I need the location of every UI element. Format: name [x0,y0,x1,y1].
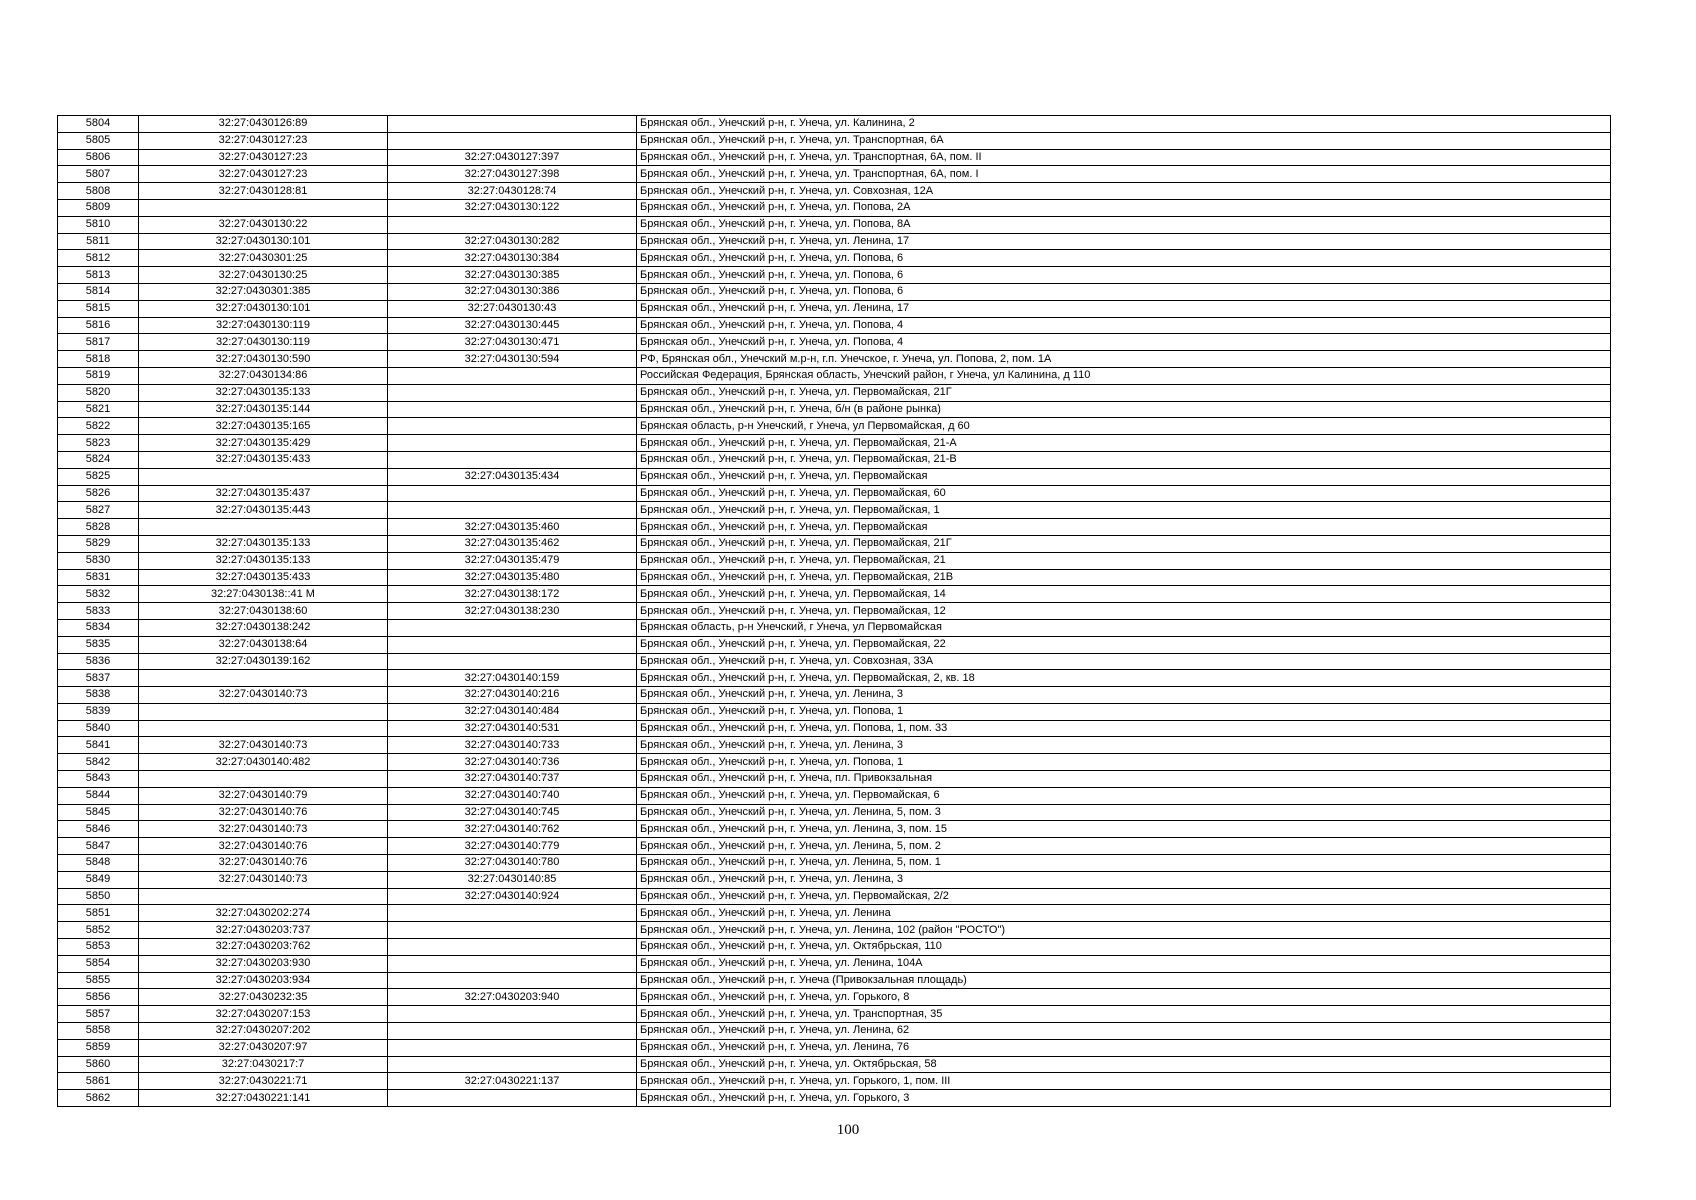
address-cell: Брянская обл., Унечский р-н, г. Унеча, ул. Транспортная, 6А, пом. II [637,149,1611,166]
cadastral-number-cell: 32:27:0430126:89 [139,116,388,133]
table-row [58,703,1611,720]
related-cadastral-number-cell: 32:27:0430221:137 [388,1073,637,1090]
table-row [58,939,1611,956]
row-number-cell: 5811 [58,233,139,250]
related-cadastral-number-cell: 32:27:0430130:471 [388,334,637,351]
related-cadastral-number-cell: 32:27:0430130:594 [388,351,637,368]
address-cell: Брянская обл., Унечский р-н, г. Унеча, ул. Ленина, 3, пом. 15 [637,821,1611,838]
address-cell: Брянская обл., Унечский р-н, г. Унеча, ул. Первомайская, 21Г [637,535,1611,552]
row-number-cell: 5825 [58,468,139,485]
table-row [58,838,1611,855]
table-row [58,855,1611,872]
table-row [58,1073,1611,1090]
table-row [58,754,1611,771]
cadastral-number-cell: 32:27:0430130:101 [139,233,388,250]
cadastral-number-cell: 32:27:0430301:25 [139,250,388,267]
table-row [58,989,1611,1006]
address-cell: Брянская обл., Унечский р-н, г. Унеча, ул. Первомайская, 60 [637,485,1611,502]
row-number-cell: 5829 [58,535,139,552]
table-row [58,267,1611,284]
cadastral-number-cell: 32:27:0430140:76 [139,855,388,872]
row-number-cell: 5847 [58,838,139,855]
address-cell: Брянская обл., Унечский р-н, г. Унеча, ул. Октябрьская, 58 [637,1056,1611,1073]
address-cell: Брянская обл., Унечский р-н, г. Унеча, пл. Привокзальная [637,771,1611,788]
related-cadastral-number-cell [388,1039,637,1056]
row-number-cell: 5822 [58,418,139,435]
address-cell: Брянская обл., Унечский р-н, г. Унеча, ул. Попова, 6 [637,283,1611,300]
address-cell: Брянская обл., Унечский р-н, г. Унеча, ул. Первомайская, 2/2 [637,888,1611,905]
related-cadastral-number-cell [388,939,637,956]
address-cell: Брянская обл., Унечский р-н, г. Унеча, ул. Попова, 2А [637,199,1611,216]
table-row [58,166,1611,183]
address-cell: Брянская обл., Унечский р-н, г. Унеча, ул. Ленина, 62 [637,1023,1611,1040]
row-number-cell: 5839 [58,703,139,720]
table-row [58,603,1611,620]
table-row [58,955,1611,972]
address-cell: Брянская обл., Унечский р-н, г. Унеча, ул. Ленина, 76 [637,1039,1611,1056]
table-row [58,888,1611,905]
related-cadastral-number-cell: 32:27:0430138:230 [388,603,637,620]
cadastral-number-cell: 32:27:0430128:81 [139,183,388,200]
related-cadastral-number-cell: 32:27:0430130:282 [388,233,637,250]
row-number-cell: 5857 [58,1006,139,1023]
row-number-cell: 5821 [58,401,139,418]
row-number-cell: 5813 [58,267,139,284]
address-cell: Брянская обл., Унечский р-н, г. Унеча, ул. Совхозная, 33А [637,653,1611,670]
registry-table-body [58,116,1611,1107]
row-number-cell: 5861 [58,1073,139,1090]
row-number-cell: 5805 [58,132,139,149]
related-cadastral-number-cell [388,653,637,670]
address-cell: Брянская обл., Унечский р-н, г. Унеча, ул. Попова, 6 [637,250,1611,267]
related-cadastral-number-cell [388,502,637,519]
related-cadastral-number-cell: 32:27:0430140:85 [388,871,637,888]
table-row [58,183,1611,200]
table-row [58,737,1611,754]
cadastral-number-cell: 32:27:0430140:73 [139,821,388,838]
address-cell: Брянская обл., Унечский р-н, г. Унеча, ул. Транспортная, 6А, пом. I [637,166,1611,183]
related-cadastral-number-cell [388,116,637,133]
address-cell: Брянская обл., Унечский р-н, г. Унеча, ул. Первомайская, 21 [637,552,1611,569]
row-number-cell: 5836 [58,653,139,670]
address-cell: Брянская обл., Унечский р-н, г. Унеча, ул. Первомайская, 12 [637,603,1611,620]
row-number-cell: 5854 [58,955,139,972]
table-row [58,1039,1611,1056]
table-row [58,653,1611,670]
address-cell: Брянская обл., Унечский р-н, г. Унеча, ул. Ленина, 17 [637,300,1611,317]
row-number-cell: 5844 [58,787,139,804]
row-number-cell: 5846 [58,821,139,838]
related-cadastral-number-cell: 32:27:0430127:398 [388,166,637,183]
related-cadastral-number-cell: 32:27:0430140:779 [388,838,637,855]
cadastral-number-cell [139,771,388,788]
cadastral-number-cell: 32:27:0430140:79 [139,787,388,804]
row-number-cell: 5837 [58,670,139,687]
table-row [58,670,1611,687]
row-number-cell: 5849 [58,871,139,888]
related-cadastral-number-cell [388,636,637,653]
cadastral-number-cell: 32:27:0430140:76 [139,838,388,855]
row-number-cell: 5862 [58,1090,139,1107]
related-cadastral-number-cell [388,1090,637,1107]
related-cadastral-number-cell: 32:27:0430135:460 [388,519,637,536]
table-row [58,1090,1611,1107]
table-row [58,519,1611,536]
address-cell: Брянская обл., Унечский р-н, г. Унеча, ул. Первомайская, 21В [637,569,1611,586]
cadastral-number-cell: 32:27:0430207:202 [139,1023,388,1040]
cadastral-number-cell: 32:27:0430140:73 [139,687,388,704]
row-number-cell: 5817 [58,334,139,351]
table-row [58,687,1611,704]
table-row [58,132,1611,149]
cadastral-number-cell: 32:27:0430217:7 [139,1056,388,1073]
cadastral-number-cell: 32:27:0430203:934 [139,972,388,989]
cadastral-number-cell: 32:27:0430130:22 [139,216,388,233]
row-number-cell: 5824 [58,451,139,468]
address-cell: Российская Федерация, Брянская область, Унечский район, г Унеча, ул Калинина, д 110 [637,367,1611,384]
related-cadastral-number-cell: 32:27:0430130:385 [388,267,637,284]
related-cadastral-number-cell: 32:27:0430140:736 [388,754,637,771]
address-cell: Брянская обл., Унечский р-н, г. Унеча, ул. Попова, 4 [637,334,1611,351]
table-row [58,1023,1611,1040]
cadastral-number-cell: 32:27:0430135:433 [139,451,388,468]
cadastral-number-cell [139,468,388,485]
cadastral-number-cell: 32:27:0430139:162 [139,653,388,670]
cadastral-number-cell: 32:27:0430127:23 [139,166,388,183]
related-cadastral-number-cell: 32:27:0430128:74 [388,183,637,200]
address-cell: Брянская обл., Унечский р-н, г. Унеча, ул. Первомайская, 6 [637,787,1611,804]
row-number-cell: 5807 [58,166,139,183]
cadastral-number-cell: 32:27:0430134:86 [139,367,388,384]
table-row [58,771,1611,788]
related-cadastral-number-cell: 32:27:0430203:940 [388,989,637,1006]
table-row [58,821,1611,838]
table-row [58,552,1611,569]
table-row [58,972,1611,989]
table-row [58,922,1611,939]
related-cadastral-number-cell [388,367,637,384]
address-cell: Брянская обл., Унечский р-н, г. Унеча, ул. Ленина, 5, пом. 1 [637,855,1611,872]
row-number-cell: 5860 [58,1056,139,1073]
cadastral-number-cell: 32:27:0430130:590 [139,351,388,368]
row-number-cell: 5859 [58,1039,139,1056]
row-number-cell: 5855 [58,972,139,989]
related-cadastral-number-cell: 32:27:0430140:780 [388,855,637,872]
row-number-cell: 5834 [58,619,139,636]
table-row [58,233,1611,250]
related-cadastral-number-cell [388,1056,637,1073]
table-row [58,1006,1611,1023]
row-number-cell: 5806 [58,149,139,166]
cadastral-number-cell: 32:27:0430232:35 [139,989,388,1006]
related-cadastral-number-cell [388,972,637,989]
related-cadastral-number-cell: 32:27:0430140:531 [388,720,637,737]
address-cell: Брянская обл., Унечский р-н, г. Унеча, ул. Ленина [637,905,1611,922]
related-cadastral-number-cell: 32:27:0430130:122 [388,199,637,216]
address-cell: Брянская обл., Унечский р-н, г. Унеча, ул. Ленина, 104А [637,955,1611,972]
cadastral-number-cell: 32:27:0430135:133 [139,535,388,552]
row-number-cell: 5828 [58,519,139,536]
address-cell: Брянская обл., Унечский р-н, г. Унеча, ул. Ленина, 5, пом. 3 [637,804,1611,821]
table-row [58,451,1611,468]
cadastral-number-cell: 32:27:0430135:133 [139,384,388,401]
address-cell: Брянская обл., Унечский р-н, г. Унеча, ул. Ленина, 3 [637,737,1611,754]
cadastral-number-cell: 32:27:0430138:242 [139,619,388,636]
address-cell: Брянская обл., Унечский р-н, г. Унеча, ул. Совхозная, 12А [637,183,1611,200]
related-cadastral-number-cell: 32:27:0430135:480 [388,569,637,586]
address-cell: Брянская обл., Унечский р-н, г. Унеча, б/н (в районе рынка) [637,401,1611,418]
address-cell: Брянская область, р-н Унечский, г Унеча, ул Первомайская, д 60 [637,418,1611,435]
cadastral-number-cell [139,720,388,737]
table-row [58,367,1611,384]
related-cadastral-number-cell: 32:27:0430135:479 [388,552,637,569]
row-number-cell: 5842 [58,754,139,771]
cadastral-number-cell: 32:27:0430135:429 [139,435,388,452]
row-number-cell: 5845 [58,804,139,821]
row-number-cell: 5827 [58,502,139,519]
table-row [58,502,1611,519]
cadastral-number-cell [139,703,388,720]
address-cell: Брянская обл., Унечский р-н, г. Унеча, ул. Попова, 8А [637,216,1611,233]
row-number-cell: 5818 [58,351,139,368]
address-cell: Брянская обл., Унечский р-н, г. Унеча, ул. Ленина, 5, пом. 2 [637,838,1611,855]
row-number-cell: 5833 [58,603,139,620]
table-row [58,619,1611,636]
table-row [58,216,1611,233]
row-number-cell: 5843 [58,771,139,788]
row-number-cell: 5848 [58,855,139,872]
row-number-cell: 5832 [58,586,139,603]
row-number-cell: 5816 [58,317,139,334]
related-cadastral-number-cell [388,401,637,418]
table-row [58,317,1611,334]
table-row [58,871,1611,888]
table-row [58,586,1611,603]
related-cadastral-number-cell [388,132,637,149]
row-number-cell: 5810 [58,216,139,233]
row-number-cell: 5858 [58,1023,139,1040]
row-number-cell: 5808 [58,183,139,200]
related-cadastral-number-cell: 32:27:0430140:733 [388,737,637,754]
address-cell: Брянская обл., Унечский р-н, г. Унеча, ул. Октябрьская, 110 [637,939,1611,956]
table-row [58,468,1611,485]
related-cadastral-number-cell [388,905,637,922]
address-cell: Брянская область, р-н Унечский, г Унеча, ул Первомайская [637,619,1611,636]
address-cell: Брянская обл., Унечский р-н, г. Унеча, ул. Калинина, 2 [637,116,1611,133]
related-cadastral-number-cell [388,922,637,939]
table-row [58,116,1611,133]
address-cell: Брянская обл., Унечский р-н, г. Унеча (Привокзальная площадь) [637,972,1611,989]
row-number-cell: 5831 [58,569,139,586]
related-cadastral-number-cell [388,418,637,435]
cadastral-number-cell: 32:27:0430221:71 [139,1073,388,1090]
cadastral-number-cell: 32:27:0430130:119 [139,317,388,334]
cadastral-number-cell [139,199,388,216]
related-cadastral-number-cell [388,619,637,636]
cadastral-number-cell [139,888,388,905]
registry-table [57,115,1611,1107]
row-number-cell: 5819 [58,367,139,384]
cadastral-number-cell: 32:27:0430130:119 [139,334,388,351]
table-row [58,283,1611,300]
cadastral-number-cell: 32:27:0430140:73 [139,871,388,888]
page-number: 100 [836,1122,860,1138]
row-number-cell: 5853 [58,939,139,956]
table-row [58,199,1611,216]
cadastral-number-cell [139,670,388,687]
address-cell: Брянская обл., Унечский р-н, г. Унеча, ул. Первомайская, 14 [637,586,1611,603]
table-row [58,300,1611,317]
related-cadastral-number-cell: 32:27:0430140:762 [388,821,637,838]
cadastral-number-cell: 32:27:0430221:141 [139,1090,388,1107]
related-cadastral-number-cell: 32:27:0430140:216 [388,687,637,704]
row-number-cell: 5809 [58,199,139,216]
row-number-cell: 5820 [58,384,139,401]
cadastral-number-cell: 32:27:0430203:762 [139,939,388,956]
table-row [58,720,1611,737]
related-cadastral-number-cell [388,216,637,233]
related-cadastral-number-cell: 32:27:0430140:740 [388,787,637,804]
related-cadastral-number-cell [388,955,637,972]
address-cell: Брянская обл., Унечский р-н, г. Унеча, ул. Попова, 1 [637,703,1611,720]
table-row [58,384,1611,401]
cadastral-number-cell: 32:27:0430130:101 [139,300,388,317]
cadastral-number-cell: 32:27:0430140:73 [139,737,388,754]
address-cell: Брянская обл., Унечский р-н, г. Унеча, ул. Первомайская, 21-А [637,435,1611,452]
cadastral-number-cell: 32:27:0430140:76 [139,804,388,821]
related-cadastral-number-cell [388,1006,637,1023]
related-cadastral-number-cell: 32:27:0430140:737 [388,771,637,788]
table-row [58,334,1611,351]
address-cell: Брянская обл., Унечский р-н, г. Унеча, ул. Транспортная, 35 [637,1006,1611,1023]
table-row [58,905,1611,922]
table-row [58,636,1611,653]
related-cadastral-number-cell: 32:27:0430138:172 [388,586,637,603]
cadastral-number-cell: 32:27:0430135:133 [139,552,388,569]
related-cadastral-number-cell: 32:27:0430127:397 [388,149,637,166]
related-cadastral-number-cell: 32:27:0430130:384 [388,250,637,267]
row-number-cell: 5852 [58,922,139,939]
table-row [58,149,1611,166]
cadastral-number-cell: 32:27:0430138:64 [139,636,388,653]
table-row [58,401,1611,418]
cadastral-number-cell [139,519,388,536]
row-number-cell: 5851 [58,905,139,922]
table-row [58,535,1611,552]
address-cell: Брянская обл., Унечский р-н, г. Унеча, ул. Ленина, 3 [637,687,1611,704]
address-cell: Брянская обл., Унечский р-н, г. Унеча, ул. Транспортная, 6А [637,132,1611,149]
row-number-cell: 5814 [58,283,139,300]
address-cell: Брянская обл., Унечский р-н, г. Унеча, ул. Ленина, 102 (район "РОСТО") [637,922,1611,939]
address-cell: Брянская обл., Унечский р-н, г. Унеча, ул. Первомайская, 22 [637,636,1611,653]
cadastral-number-cell: 32:27:0430207:97 [139,1039,388,1056]
row-number-cell: 5840 [58,720,139,737]
cadastral-number-cell: 32:27:0430127:23 [139,149,388,166]
related-cadastral-number-cell: 32:27:0430140:159 [388,670,637,687]
row-number-cell: 5838 [58,687,139,704]
address-cell: Брянская обл., Унечский р-н, г. Унеча, ул. Попова, 6 [637,267,1611,284]
related-cadastral-number-cell [388,1023,637,1040]
cadastral-number-cell: 32:27:0430140:482 [139,754,388,771]
row-number-cell: 5804 [58,116,139,133]
address-cell: Брянская обл., Унечский р-н, г. Унеча, ул. Ленина, 3 [637,871,1611,888]
row-number-cell: 5835 [58,636,139,653]
address-cell: Брянская обл., Унечский р-н, г. Унеча, ул. Первомайская [637,468,1611,485]
row-number-cell: 5823 [58,435,139,452]
address-cell: Брянская обл., Унечский р-н, г. Унеча, ул. Первомайская, 21Г [637,384,1611,401]
table-row [58,351,1611,368]
table-row [58,804,1611,821]
table-row [58,569,1611,586]
cadastral-number-cell: 32:27:0430301:385 [139,283,388,300]
table-row [58,1056,1611,1073]
related-cadastral-number-cell [388,485,637,502]
related-cadastral-number-cell: 32:27:0430135:434 [388,468,637,485]
cadastral-number-cell: 32:27:0430135:144 [139,401,388,418]
address-cell: Брянская обл., Унечский р-н, г. Унеча, ул. Первомайская [637,519,1611,536]
table-row [58,787,1611,804]
related-cadastral-number-cell [388,435,637,452]
cadastral-number-cell: 32:27:0430203:930 [139,955,388,972]
cadastral-number-cell: 32:27:0430135:443 [139,502,388,519]
table-row [58,250,1611,267]
related-cadastral-number-cell [388,451,637,468]
cadastral-number-cell: 32:27:0430130:25 [139,267,388,284]
table-row [58,485,1611,502]
address-cell: Брянская обл., Унечский р-н, г. Унеча, ул. Первомайская, 21-В [637,451,1611,468]
address-cell: Брянская обл., Унечский р-н, г. Унеча, ул. Горького, 8 [637,989,1611,1006]
table-row [58,435,1611,452]
address-cell: РФ, Брянская обл., Унечский м.р-н, г.п. Унечское, г. Унеча, ул. Попова, 2, пом. 1А [637,351,1611,368]
related-cadastral-number-cell: 32:27:0430140:924 [388,888,637,905]
related-cadastral-number-cell [388,384,637,401]
address-cell: Брянская обл., Унечский р-н, г. Унеча, ул. Попова, 1, пом. 33 [637,720,1611,737]
cadastral-number-cell: 32:27:0430135:433 [139,569,388,586]
row-number-cell: 5841 [58,737,139,754]
cadastral-number-cell: 32:27:0430138::41 M [139,586,388,603]
cadastral-number-cell: 32:27:0430202:274 [139,905,388,922]
row-number-cell: 5812 [58,250,139,267]
related-cadastral-number-cell: 32:27:0430135:462 [388,535,637,552]
related-cadastral-number-cell: 32:27:0430140:484 [388,703,637,720]
cadastral-number-cell: 32:27:0430138:60 [139,603,388,620]
related-cadastral-number-cell: 32:27:0430130:445 [388,317,637,334]
row-number-cell: 5830 [58,552,139,569]
address-cell: Брянская обл., Унечский р-н, г. Унеча, ул. Горького, 3 [637,1090,1611,1107]
address-cell: Брянская обл., Унечский р-н, г. Унеча, ул. Первомайская, 1 [637,502,1611,519]
cadastral-number-cell: 32:27:0430127:23 [139,132,388,149]
row-number-cell: 5856 [58,989,139,1006]
row-number-cell: 5826 [58,485,139,502]
address-cell: Брянская обл., Унечский р-н, г. Унеча, ул. Горького, 1, пом. III [637,1073,1611,1090]
table-row [58,418,1611,435]
row-number-cell: 5850 [58,888,139,905]
address-cell: Брянская обл., Унечский р-н, г. Унеча, ул. Ленина, 17 [637,233,1611,250]
related-cadastral-number-cell: 32:27:0430140:745 [388,804,637,821]
cadastral-number-cell: 32:27:0430135:165 [139,418,388,435]
cadastral-number-cell: 32:27:0430135:437 [139,485,388,502]
cadastral-number-cell: 32:27:0430207:153 [139,1006,388,1023]
related-cadastral-number-cell: 32:27:0430130:386 [388,283,637,300]
address-cell: Брянская обл., Унечский р-н, г. Унеча, ул. Первомайская, 2, кв. 18 [637,670,1611,687]
address-cell: Брянская обл., Унечский р-н, г. Унеча, ул. Попова, 1 [637,754,1611,771]
related-cadastral-number-cell: 32:27:0430130:43 [388,300,637,317]
address-cell: Брянская обл., Унечский р-н, г. Унеча, ул. Попова, 4 [637,317,1611,334]
cadastral-number-cell: 32:27:0430203:737 [139,922,388,939]
row-number-cell: 5815 [58,300,139,317]
